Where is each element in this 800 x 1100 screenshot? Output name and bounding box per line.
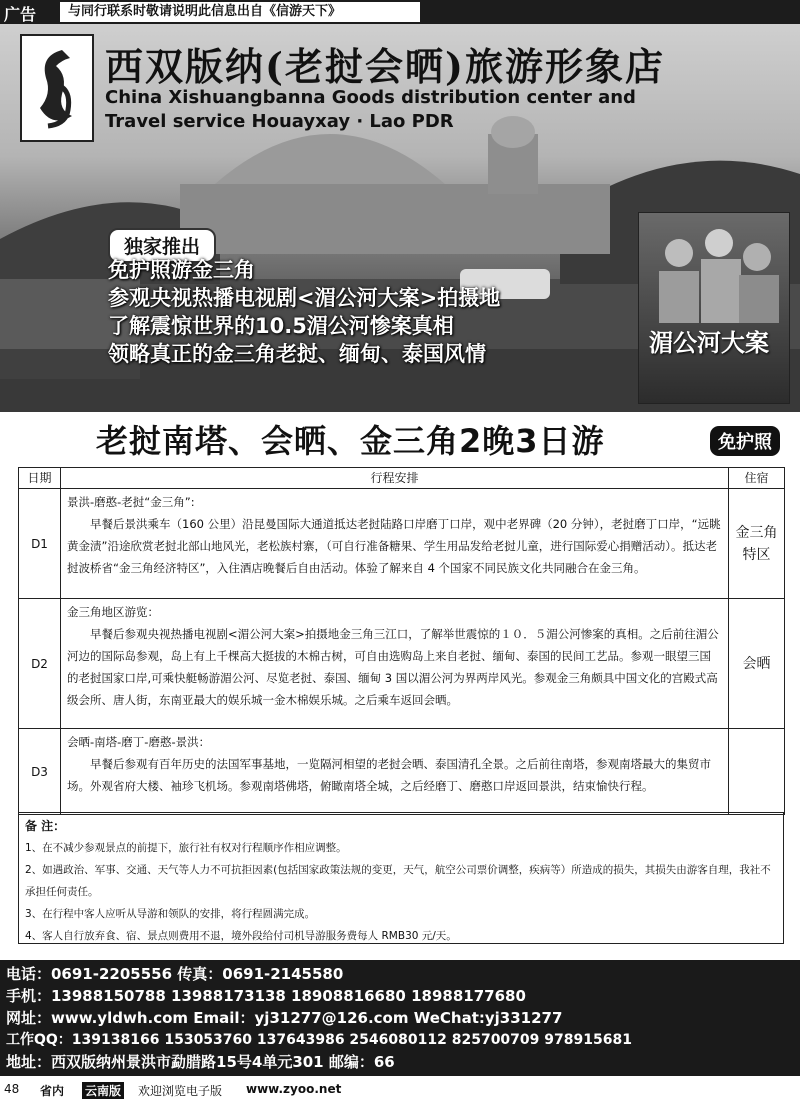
ad-header-bar — [0, 0, 800, 24]
schedule-cell — [61, 489, 729, 599]
footer-url: www.zyoo.net — [246, 1082, 342, 1096]
section-label: 省内 — [40, 1084, 65, 1098]
highlight-item: 领略真正的金三角老挝、缅甸、泰国风情 — [108, 342, 486, 366]
poster-title: 湄公河大案 — [649, 328, 769, 357]
route-title: 景洪-磨憨-老挝“金三角”: — [67, 495, 195, 509]
route-description: 早餐后参观有百年历史的法国军事基地，一览隔河相望的老挝会晒、泰国清孔全景。之后前往南塔，参观南塔最大的集贸市场。外观省府大楼、袖珍飞机场。参观南塔佛塔，俯瞰南塔全城，之后经磨丁、磨憨口岸返回景洪，结束愉快行程。 — [67, 757, 711, 793]
page-number: 48 — [4, 1082, 20, 1096]
phone-line: 电话：0691-2205556 传真：0691-2145580 — [6, 965, 344, 983]
note-item: 1、在不减少参观景点的前提下，旅行社有权对行程顺序作相应调整。 — [25, 842, 347, 854]
note-item: 4、客人自行放弃食、宿、景点则费用不退，境外段给付司机导游服务费每人 RMB30 元/天。 — [25, 930, 457, 942]
poster-figures-icon — [639, 213, 789, 323]
source-notice: 与同行联系时敬请说明此信息出自《信游天下》 — [60, 2, 420, 22]
itinerary-table — [18, 467, 785, 815]
table-row — [19, 599, 785, 729]
contact-block — [0, 960, 800, 1076]
exclusive-tag: 独家推出 — [108, 228, 216, 263]
address-line: 地址：西双版纳州景洪市勐腊路15号4单元301 邮编：66 — [6, 1053, 395, 1071]
swan-logo-icon — [22, 36, 92, 140]
footer-slogan: 欢迎浏览电子版 — [138, 1084, 223, 1098]
lodging-cell — [729, 729, 785, 815]
highlight-item: 免护照游金三角 — [108, 258, 255, 282]
highlights-list — [108, 256, 500, 368]
day-cell: D2 — [19, 599, 61, 729]
header-lodging: 住宿 — [729, 468, 785, 489]
movie-poster — [638, 212, 790, 404]
page-footer — [0, 1078, 800, 1100]
schedule-cell — [61, 599, 729, 729]
logo — [20, 34, 94, 142]
route-description: 早餐后景洪乘车（160 公里）沿昆曼国际大通道抵达老挝陆路口岸磨丁口岸，观中老界碑（20 分钟），老挝磨丁口岸，“远眺黄金渍”沿途欣赏老挝北部山地风光，老松族村寨，（可自行准备糖果、学生用品发给老挝儿童，进行国际爱心捐赠活动）。抵达老挝波桥省“金三角经济特区”，入住酒店晚餐后自由活动。体验了解来自 4 个国家不同民族文化共同融合在金三角。 — [67, 517, 721, 575]
qq-line: 工作QQ：139138166 153053760 137643986 2546080112 825700709 978915681 — [6, 1032, 632, 1048]
shop-title-en-line1: China Xishuangbanna Goods distribution center and — [105, 87, 636, 108]
header-date: 日期 — [19, 468, 61, 489]
highlight-item: 参观央视热播电视剧<湄公河大案>拍摄地 — [108, 286, 501, 310]
lodging-cell: 会晒 — [729, 599, 785, 729]
note-item: 3、在行程中客人应听从导游和领队的安排，将行程圆满完成。 — [25, 908, 316, 920]
edition-tag: 云南版 — [82, 1082, 124, 1099]
day-cell: D1 — [19, 489, 61, 599]
ad-label: 广告 — [4, 5, 37, 24]
header-schedule: 行程安排 — [61, 468, 729, 489]
table-row — [19, 489, 785, 599]
table-row — [19, 729, 785, 815]
table-header-row — [19, 468, 785, 489]
notes-title: 备 注： — [25, 819, 66, 833]
lodging-cell: 金三角特区 — [729, 489, 785, 599]
day-cell: D3 — [19, 729, 61, 815]
shop-title: 西双版纳(老挝会晒)旅游形象店 — [105, 44, 665, 89]
shop-title-en-line2: Travel service Houayxay · Lao PDR — [105, 111, 454, 132]
schedule-cell — [61, 729, 729, 815]
tour-title: 老挝南塔、会晒、金三角2晚3日游 — [96, 422, 605, 460]
route-title: 会晒-南塔-磨丁-磨憨-景洪： — [67, 735, 211, 749]
notes-box — [18, 812, 784, 944]
no-passport-badge: 免护照 — [710, 426, 780, 456]
mobile-line: 手机：13988150788 13988173138 18908816680 18988177680 — [6, 987, 526, 1005]
web-line: 网址：www.yldwh.com Email：yj31277@126.com WeChat:yj331277 — [6, 1009, 563, 1027]
highlight-item: 了解震惊世界的10.5湄公河惨案真相 — [108, 314, 454, 338]
route-title: 金三角地区游览： — [67, 605, 159, 619]
hero-banner — [0, 24, 800, 412]
route-description: 早餐后参观央视热播电视剧<湄公河大案>拍摄地金三角三江口，了解举世震惊的１０．５湄公河惨案的真相。之后前往湄公河边的国际岛参观，岛上有上千棵高大挺拔的木棉古树，可自由选购岛上来自老挝、缅甸、泰国的民间工艺品。参观一眼望三国的老挝国家口岸,可乘快艇畅游湄公河、尽览老挝、泰国、缅甸 3 国以湄公河为界两岸风光。参观金三角颇具中国文化的宫殿式高级会所、唐人街，东南亚最大的娱乐城一金木棉娱乐城。之后乘车返回会晒。 — [67, 627, 719, 707]
note-item: 2、如遇政治、军事、交通、天气等人力不可抗拒因素(包括国家政策法规的变更，天气，航空公司票价调整，疾病等）所造成的损失，其损失由游客自理，我社不承担任何责任。 — [25, 864, 771, 898]
